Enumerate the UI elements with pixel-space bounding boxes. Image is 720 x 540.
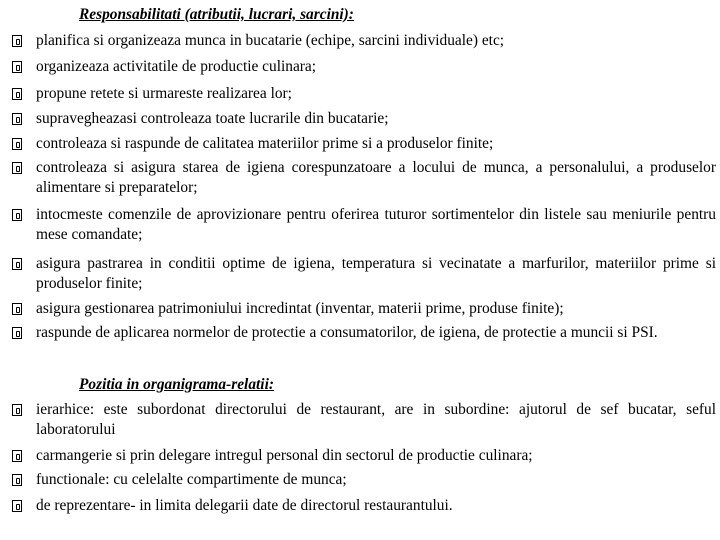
list-item: [36, 84, 716, 104]
list-item: [36, 496, 716, 516]
list-item-text: de reprezentare- in limita delegarii date de directorul restaurantului.: [36, 497, 453, 514]
list-item-text: supravegheazasi controleaza toate lucrarile din bucatarie;: [36, 110, 389, 127]
list-item: [36, 470, 716, 490]
list-item-text: carmangerie si prin delegare intregul personal din sectorul de productie culinara;: [36, 447, 533, 464]
bullet-icon: [12, 258, 22, 270]
list-item-text: propune retete si urmareste realizarea lor;: [36, 85, 292, 102]
bullet-icon: [12, 162, 22, 174]
list-item: [36, 299, 716, 319]
list-item-text: asigura pastrarea in conditii optime de igiena, temperatura si vecinatate a marfurilor, materiilor prime si produselor finite;: [36, 255, 716, 292]
bullet-icon: [12, 450, 22, 462]
bullet-icon: [12, 88, 22, 100]
list-item: [36, 323, 716, 343]
list-item: [36, 254, 716, 294]
list-item: [36, 446, 716, 466]
bullet-icon: [12, 474, 22, 486]
list-item-text: planifica si organizeaza munca in bucatarie (echipe, sarcini individuale) etc;: [36, 32, 505, 49]
list-item-text: raspunde de aplicarea normelor de protectie a consumatorilor, de igiena, de protectie a muncii si PSI.: [36, 324, 658, 341]
list-item: [36, 31, 716, 51]
bullet-icon: [12, 113, 22, 125]
list-item: [36, 109, 716, 129]
list-item: [36, 400, 716, 440]
list-item: [36, 158, 716, 198]
bullet-icon: [12, 209, 22, 221]
position-heading: Pozitia in organigrama-relatii:: [79, 376, 274, 393]
bullet-icon: [12, 138, 22, 150]
bullet-icon: [12, 404, 22, 416]
bullet-icon: [12, 500, 22, 512]
list-item-text: organizeaza activitatile de productie culinara;: [36, 58, 317, 75]
bullet-icon: [12, 35, 22, 47]
bullet-icon: [12, 303, 22, 315]
list-item: [36, 57, 716, 77]
bullet-icon: [12, 327, 22, 339]
list-item-text: asigura gestionarea patrimoniului incredintat (inventar, materii prime, produse finite);: [36, 300, 564, 317]
bullet-icon: [12, 61, 22, 73]
list-item-text: controleaza si asigura starea de igiena corespunzatoare a locului de munca, a personalului, a produselor alimentare si preparatelor;: [36, 159, 716, 196]
list-item: [36, 205, 716, 245]
list-item-text: controleaza si raspunde de calitatea materiilor prime si a produselor finite;: [36, 135, 494, 152]
list-item-text: functionale: cu celelalte compartimente de munca;: [36, 471, 347, 488]
list-item: [36, 134, 716, 154]
list-item-text: intocmeste comenzile de aprovizionare pentru oferirea tuturor sortimentelor din listele sau meniurile pentru mese comandate;: [36, 206, 716, 243]
list-item-text: ierarhice: este subordonat directorului de restaurant, are in subordine: ajutorul de sef bucatar, seful laboratorului: [36, 401, 716, 438]
responsibilities-heading: Responsabilitati (atributii, lucrari, sarcini):: [79, 6, 354, 23]
